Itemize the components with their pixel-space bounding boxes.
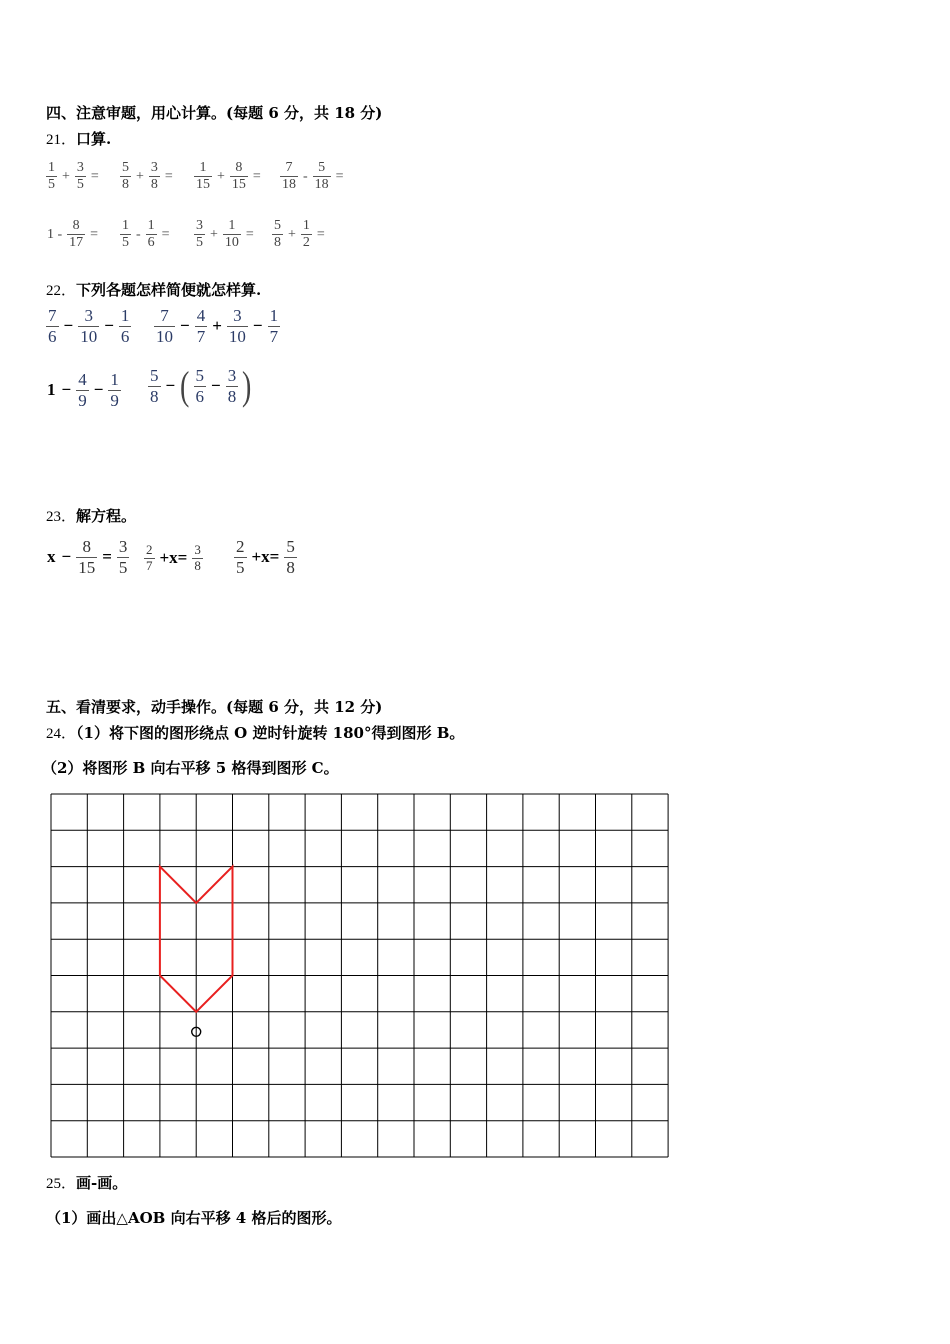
q23-equation1: x − $\frac{8}{15}$ = $\frac{3}{5}$	[47, 537, 128, 577]
q25-number: 25．	[46, 1176, 77, 1192]
q23-equation3: $\frac{2}{5}$ +x= $\frac{5}{8}$	[236, 537, 295, 577]
q21-r2-e3: $\frac{3}{5}$ + $\frac{1}{10}$ =	[196, 218, 254, 251]
q21-r1-e3: $\frac{1}{15}$ + $\frac{8}{15}$ =	[196, 160, 261, 193]
q22-expr2: $\frac{7}{10}$ − $\frac{4}{7}$ + $\frac{3}{10}$ − $\frac{1}{7}$	[156, 306, 279, 346]
section5-title: 五、看清要求，动手操作。(每题 6 分，共 12 分)	[46, 698, 383, 716]
q21-number: 21．	[46, 132, 77, 148]
section4-title: 四、注意审题，用心计算。(每题 6 分，共 18 分)	[46, 104, 383, 122]
grid-lines	[51, 794, 668, 1157]
q23-equation2: $\frac{2}{7}$ +x= $\frac{3}{8}$	[146, 542, 201, 573]
q24-number: 24．	[46, 726, 77, 742]
q21-r2-e2: $\frac{1}{5}$ - $\frac{1}{6}$ =	[122, 218, 170, 251]
q24-part2: （2）将图形 B 向右平移 5 格得到图形 C。	[42, 759, 339, 777]
q22-heading	[46, 279, 261, 300]
q23-heading	[46, 505, 136, 526]
q25-text: 画-画。	[76, 1174, 128, 1192]
q21-r1-e1: $\frac{1}{5}$ + $\frac{3}{5}$ =	[48, 160, 99, 193]
q21-heading	[46, 128, 111, 149]
q23-text: 解方程。	[76, 507, 137, 525]
rotation-grid	[50, 793, 670, 1159]
q21-r2-e4: $\frac{5}{8}$ + $\frac{1}{2}$ =	[274, 218, 325, 251]
q24-part1: （1）将下图的图形绕点 O 逆时针旋转 180°得到图形 B。	[76, 724, 465, 742]
q21-r1-e2: $\frac{5}{8}$ + $\frac{3}{8}$ =	[122, 160, 173, 193]
q22-text: 下列各题怎样简便就怎样算.	[76, 281, 262, 299]
q21-r2-e1: 1 - $\frac{8}{17}$ =	[47, 218, 99, 251]
q25-heading	[46, 1172, 127, 1193]
q22-number: 22．	[46, 283, 77, 299]
q24-heading	[46, 722, 464, 743]
q22-expr3: 1 − $\frac{4}{9}$ − $\frac{1}{9}$	[47, 370, 119, 410]
q22-expr1: $\frac{7}{6}$ − $\frac{3}{10}$ − $\frac{1}{6}$	[48, 306, 130, 346]
q25-part1: （1）画出△AOB 向右平移 4 格后的图形。	[46, 1209, 342, 1227]
q22-expr4: $\frac{5}{8}$ − ( $\frac{5}{6}$ − $\frac{3}{8}$ )	[150, 363, 252, 409]
q21-text: 口算.	[76, 130, 112, 148]
q21-r1-e4: $\frac{7}{18}$ - $\frac{5}{18}$ =	[282, 160, 344, 193]
q23-number: 23．	[46, 509, 77, 525]
